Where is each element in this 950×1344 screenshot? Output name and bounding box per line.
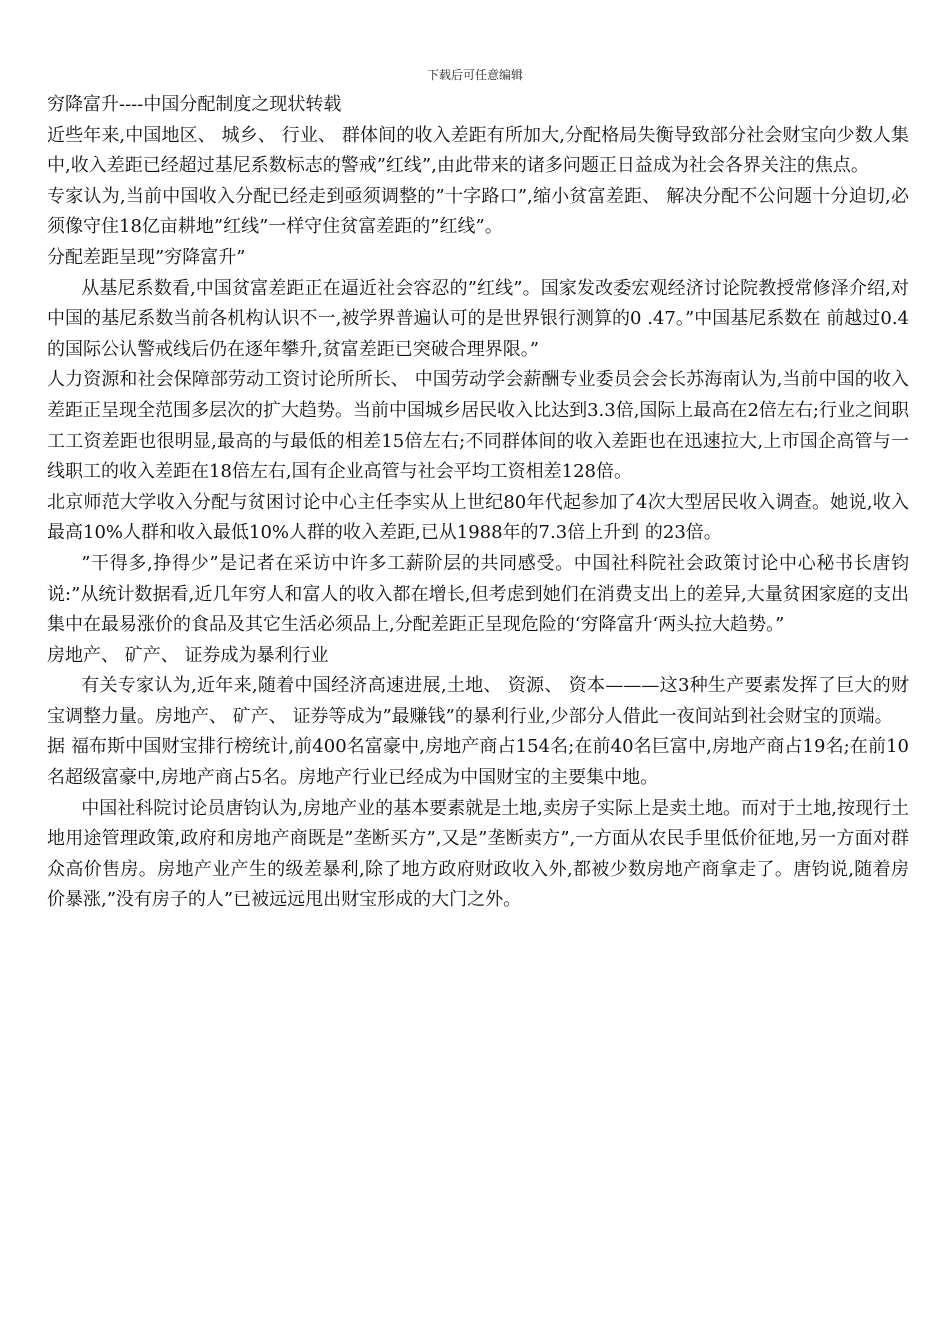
paragraph-real-estate: 中国社科院讨论员唐钧认为,房地产业的基本要素就是土地,卖房子实际上是卖土地。而对于土地,按现行土地用途管理政策,政府和房地产商既是”垄断买方”,又是”垄断卖方”,一方面从农民手里低价征地,另一方面对群众高价售房。房地产业产生的级差暴利,除了地方政府财政收入外,都被少数房地产商拿走了。唐钧说,随着房价暴涨,”没有房子的人”已被远远甩出财宝形成的大门之外。 (47, 797, 909, 911)
paragraph-tang-jun: ”干得多,挣得少”是记者在采访中许多工薪阶层的共同感受。中国社科院社会政策讨论中心秘书长唐钧说:”从统计数据看,近几年穷人和富人的收入都在增长,但考虑到她们在消费支出上的差异,大量贫困家庭的支出集中在最易涨价的食品及其它生活必须品上,分配差距正呈现危险的‘穷降富升‘两头拉大趋势。” (47, 552, 909, 636)
article-title: 穷降富升----中国分配制度之现状转载 (47, 94, 342, 115)
section-heading-gap: 分配差距呈现”穷降富升” (47, 246, 246, 268)
paragraph-production-factors: 有关专家认为,近年来,随着中国经济高速进展,土地、 资源、 资本———这3种生产要素发挥了巨大的财宝调整力量。房地产、 矿产、 证券等成为”最赚钱”的暴利行业,少部分人借此一夜间站到社会财宝的顶端。 (47, 675, 909, 727)
article-body (47, 90, 909, 916)
paragraph-expert-view: 专家认为,当前中国收入分配已经走到亟须调整的”十字路口”,缩小贫富差距、 解决分配不公问题十分迫切,必须像守住18亿亩耕地”红线”一样守住贫富差距的”红线”。 (47, 185, 909, 238)
page-header-note: 下载后可任意编辑 (426, 68, 523, 82)
paragraph-intro: 近些年来,中国地区、 城乡、 行业、 群体间的收入差距有所加大,分配格局失衡导致部分社会财宝向少数人集中,收入差距已经超过基尼系数标志的警戒”红线”,由此带来的诸多问题正日益成为社会各界关注的焦点。 (47, 124, 909, 177)
paragraph-su-hainan: 人力资源和社会保障部劳动工资讨论所所长、 中国劳动学会薪酬专业委员会会长苏海南认为,当前中国的收入差距正呈现全范围多层次的扩大趋势。当前中国城乡居民收入比达到3.3倍,国际上最高在2倍左右;行业之间职工工资差距也很明显,最高的与最低的相差15倍左右;不同群体间的收入差距也在迅速拉大,上市国企高管与一线职工的收入差距在18倍左右,国有企业高管与社会平均工资相差128倍。 (47, 369, 909, 483)
section-heading-industries: 房地产、 矿产、 证券成为暴利行业 (47, 644, 329, 666)
paragraph-forbes: 据 福布斯中国财宝排行榜统计,前400名富豪中,房地产商占154名;在前40名巨富中,房地产商占19名;在前10名超级富豪中,房地产商占5名。房地产行业已经成为中国财宝的主要集中地。 (47, 736, 909, 789)
paragraph-gini: 从基尼系数看,中国贫富差距正在逼近社会容忍的”红线”。国家发改委宏观经济讨论院教授常修泽介绍,对中国的基尼系数当前各机构认识不一,被学界普遍认可的是世界银行测算的0 .47。”中国基尼系数在 前越过0.4的国际公认警戒线后仍在逐年攀升,贫富差距已突破合理界限。” (47, 277, 909, 360)
paragraph-li-shi: 北京师范大学收入分配与贫困讨论中心主任李实从上世纪80年代起参加了4次大型居民收入调查。她说,收入最高10%人群和收入最低10%人群的收入差距,已从1988年的7.3倍上升到 的23倍。 (47, 491, 909, 544)
